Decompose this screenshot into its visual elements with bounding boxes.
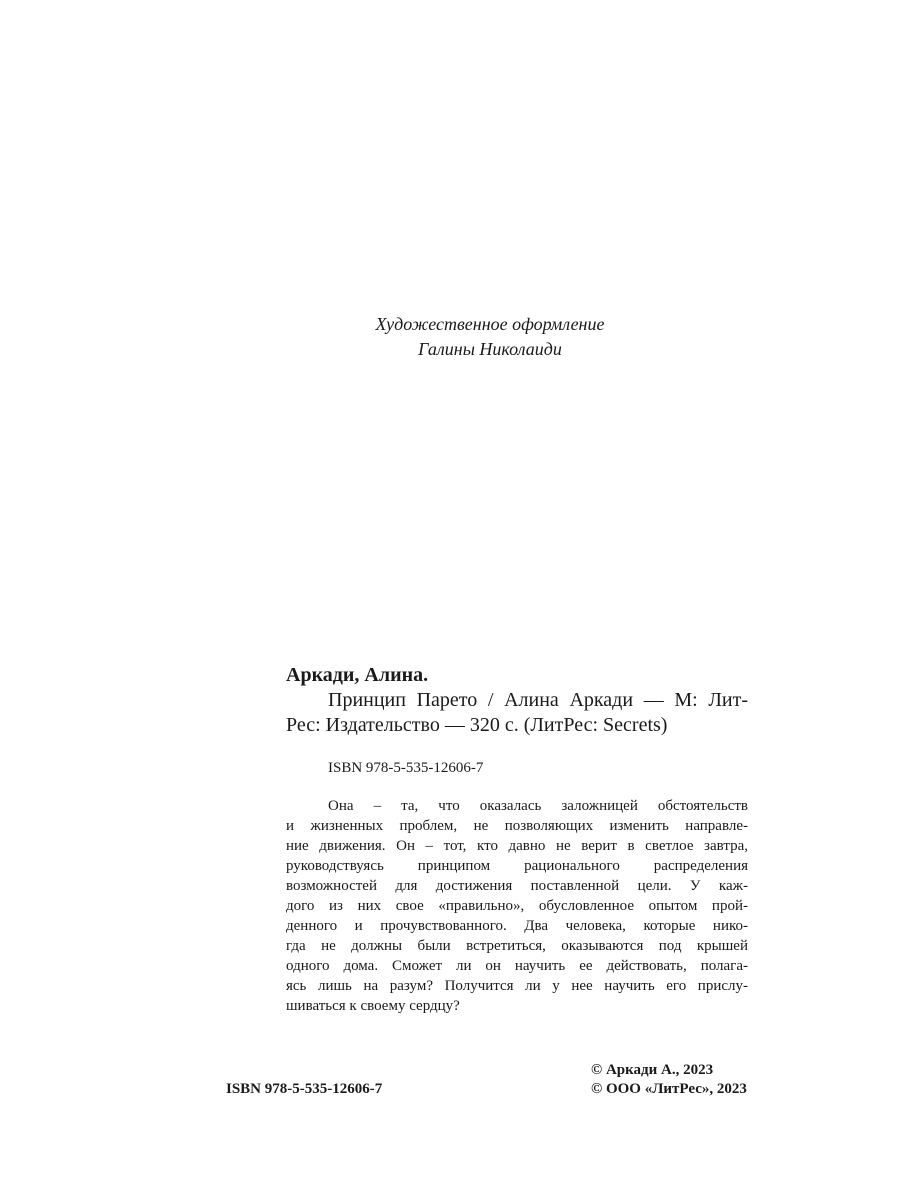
bibliographic-description-line: Принцип Парето / Алина Аркади — М: Лит- (328, 689, 748, 711)
art-design-label: Художественное оформление (375, 314, 605, 334)
bibliographic-isbn: ISBN 978-5-535-12606-7 (328, 760, 484, 776)
annotation-line: возможностей для достижения поставленной цели. У каж- (286, 878, 748, 894)
art-design-credit (0, 312, 900, 362)
annotation-line: гда не должны были встретиться, оказываются под крышей (286, 938, 748, 954)
annotation-line: ясь лишь на разум? Получится ли у нее научить его прислу- (286, 978, 748, 994)
annotation-line: ние движения. Он – тот, кто давно не верит в светлое завтра, (286, 838, 748, 854)
author-heading: Аркади, Алина. (286, 664, 429, 686)
annotation-line: денного и прочувствованного. Два человека, которые нико- (286, 918, 748, 934)
footer-isbn: ISBN 978-5-535-12606-7 (226, 1081, 383, 1097)
annotation-line: шиваться к своему сердцу? (286, 998, 460, 1014)
bibliographic-description-line: Рес: Издательство — 320 с. (ЛитРес: Secrets) (286, 714, 668, 736)
annotation-line: дого из них свое «правильно», обусловленное опытом прой- (286, 898, 748, 914)
annotation-line: и жизненных проблем, не позволяющих изменить направле- (286, 818, 748, 834)
copyright-block (591, 1061, 747, 1099)
copyright-author: © Аркади А., 2023 (591, 1062, 714, 1078)
copyright-publisher: © ООО «ЛитРес», 2023 (591, 1081, 747, 1097)
annotation-line: руководствуясь принципом рационального распределения (286, 858, 748, 874)
annotation-line: одного дома. Сможет ли он научить ее действовать, полага- (286, 958, 748, 974)
annotation-line: Она – та, что оказалась заложницей обстоятельств (328, 798, 748, 814)
bibliographic-record (286, 662, 748, 1016)
annotation (286, 796, 748, 1016)
art-designer-name: Галины Николаиди (418, 339, 562, 359)
